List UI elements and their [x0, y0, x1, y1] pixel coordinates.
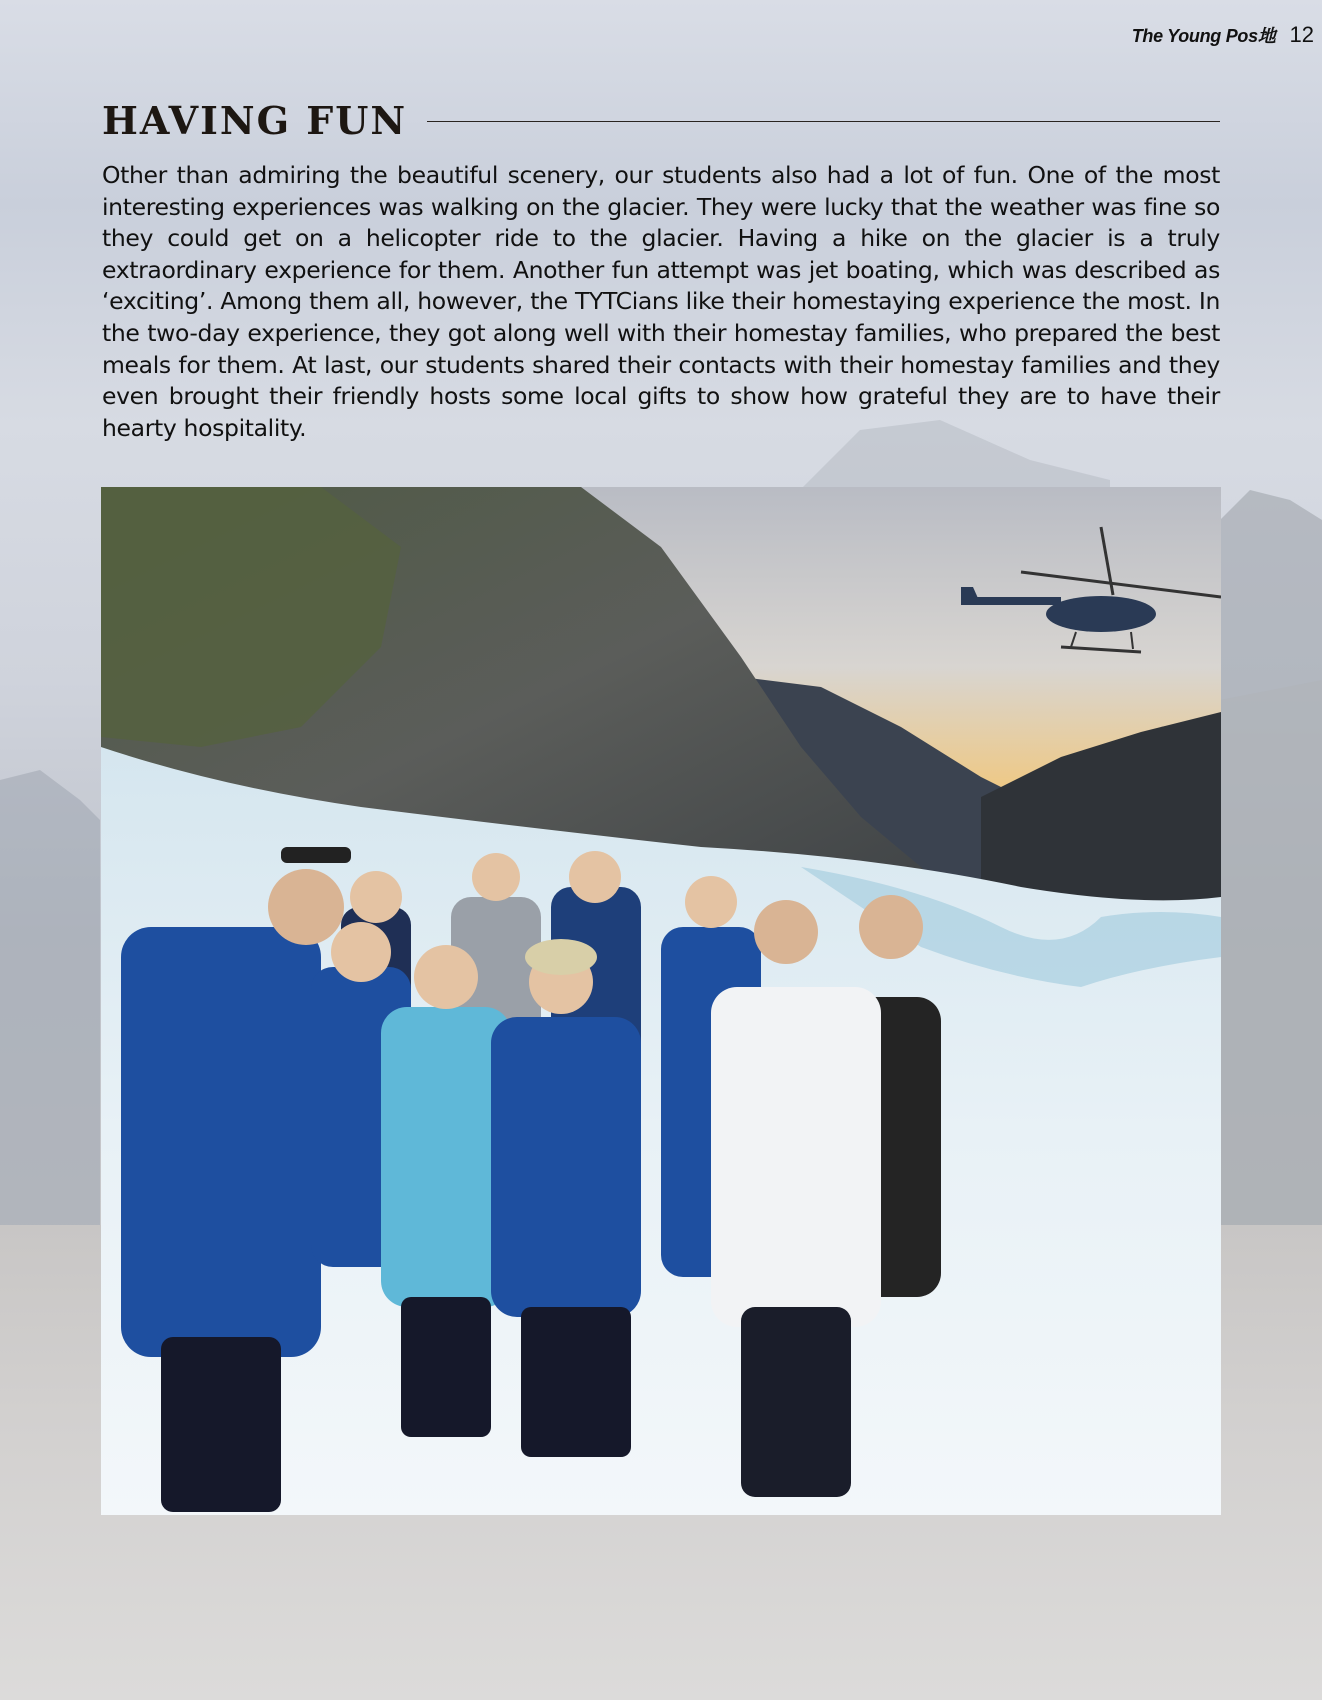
article-body: Other than admiring the beautiful scenery, our students also had a lot of fun. One of the most interesting experiences was walking on the glacier. They were lucky that the weather was fine so they could get on a helicopter ride to the glacier. Having a hike on the glacier is a truly extraordinary experience for them. Another fun attempt was jet boating, which was described as ‘exciting’. Among them all, however, the TYTCians like their homestaying experience the most. In the two-day experience, they got along well with their homestay families, who prepared the best meals for them. At last, our students shared their contacts with their homestay families and they even brought their friendly hosts some local gifts to show how grateful they are to have their hearty hospitality. — [102, 161, 1220, 442]
section-title-row — [102, 98, 1220, 143]
photo-illustration — [101, 487, 1221, 1515]
title-rule — [427, 121, 1220, 122]
publication-name: The Young Pos地 — [1131, 26, 1276, 46]
section-title: HAVING FUN — [102, 98, 408, 143]
page-header — [1132, 22, 1314, 48]
page-number: 12 — [1289, 22, 1314, 47]
glacier-group-photo — [101, 487, 1221, 1515]
